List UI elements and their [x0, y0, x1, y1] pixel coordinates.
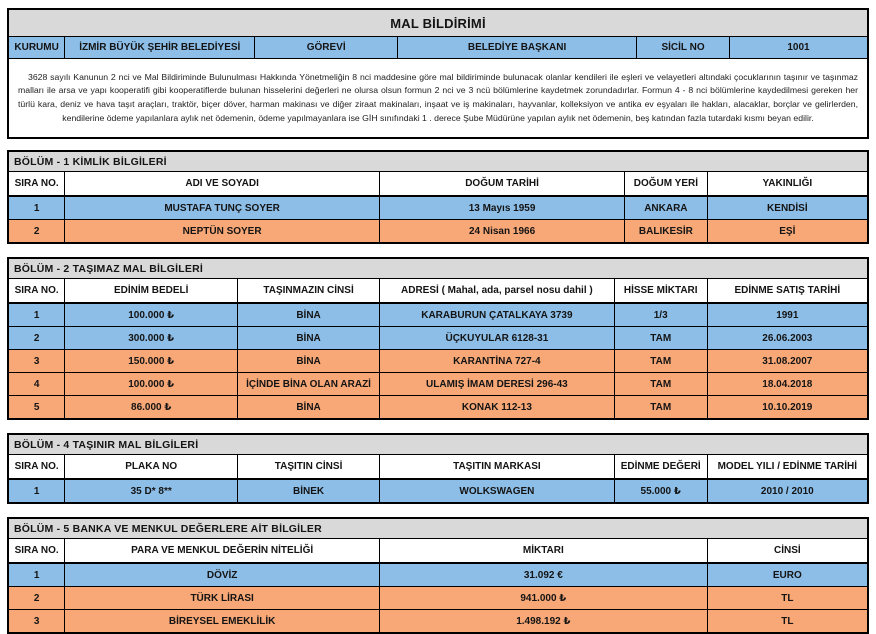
table-cell: 31.092 €	[380, 563, 708, 587]
table-cell: BİREYSEL EMEKLİLİK	[65, 610, 380, 634]
table-cell: 1	[8, 196, 65, 220]
column-header: YAKINLIĞI	[707, 172, 868, 197]
table-cell: 10.10.2019	[707, 396, 868, 420]
table-cell: DÖVİZ	[65, 563, 380, 587]
table-cell: WOLKSWAGEN	[380, 479, 615, 503]
table-cell: ÜÇKUYULAR 6128-31	[380, 327, 615, 350]
table-cell: BİNA	[238, 350, 380, 373]
table-cell: 2	[8, 220, 65, 244]
column-header: TAŞITIN MARKASI	[380, 455, 615, 480]
table-cell: ANKARA	[625, 196, 708, 220]
section-title: BÖLÜM - 1 KİMLİK BİLGİLERİ	[8, 151, 868, 172]
table-row	[8, 350, 868, 373]
table-cell: EŞİ	[707, 220, 868, 244]
table-cell: 2	[8, 327, 65, 350]
column-header: EDİNME SATIŞ TARİHİ	[707, 279, 868, 304]
section-table-tasinir-mal	[7, 433, 869, 504]
column-header: ADRESİ ( Mahal, ada, parsel nosu dahil )	[380, 279, 615, 304]
section-table-tasimaz-mal	[7, 257, 869, 420]
table-cell: 31.08.2007	[707, 350, 868, 373]
column-header: SIRA NO.	[8, 539, 65, 564]
sicil-no-value: 1001	[730, 37, 869, 59]
column-header: MODEL YILI / EDİNME TARİHİ	[707, 455, 868, 480]
table-cell: KARABURUN ÇATALKAYA 3739	[380, 303, 615, 327]
table-cell: 300.000 ₺	[65, 327, 238, 350]
table-cell: TAM	[614, 373, 707, 396]
kurumu-label: KURUMU	[8, 37, 65, 59]
table-cell: MUSTAFA TUNÇ SOYER	[65, 196, 380, 220]
table-row	[8, 610, 868, 634]
table-row	[8, 373, 868, 396]
column-header: SIRA NO.	[8, 455, 65, 480]
table-cell: 5	[8, 396, 65, 420]
table-cell: 24 Nisan 1966	[380, 220, 625, 244]
document-title: MAL BİLDİRİMİ	[8, 9, 868, 37]
section-table-kimlik-bilgileri	[7, 150, 869, 244]
table-cell: KARANTİNA 727-4	[380, 350, 615, 373]
gorevi-label: GÖREVİ	[255, 37, 398, 59]
column-header: MİKTARI	[380, 539, 708, 564]
section-title: BÖLÜM - 2 TAŞIMAZ MAL BİLGİLERİ	[8, 258, 868, 279]
table-cell: NEPTÜN SOYER	[65, 220, 380, 244]
table-cell: 1.498.192 ₺	[380, 610, 708, 634]
column-header: CİNSİ	[707, 539, 868, 564]
table-cell: İÇİNDE BİNA OLAN ARAZİ	[238, 373, 380, 396]
column-header: SIRA NO.	[8, 172, 65, 197]
table-cell: TL	[707, 610, 868, 634]
institution-info-row	[8, 37, 868, 59]
table-cell: EURO	[707, 563, 868, 587]
legal-text-row	[8, 59, 868, 139]
table-cell: 4	[8, 373, 65, 396]
table-cell: TAM	[614, 350, 707, 373]
table-cell: ULAMIŞ İMAM DERESİ 296-43	[380, 373, 615, 396]
table-cell: BİNA	[238, 396, 380, 420]
column-header: EDİNİM BEDELİ	[65, 279, 238, 304]
table-cell: 941.000 ₺	[380, 587, 708, 610]
column-header: ADI VE SOYADI	[65, 172, 380, 197]
table-row	[8, 327, 868, 350]
section-title-row	[8, 434, 868, 455]
section-title: BÖLÜM - 4 TAŞINIR MAL BİLGİLERİ	[8, 434, 868, 455]
header-row	[8, 455, 868, 480]
table-cell: 1	[8, 303, 65, 327]
column-header: PLAKA NO	[65, 455, 238, 480]
column-header: DOĞUM TARİHİ	[380, 172, 625, 197]
column-header: TAŞINMAZIN CİNSİ	[238, 279, 380, 304]
table-cell: KONAK 112-13	[380, 396, 615, 420]
table-cell: 3	[8, 350, 65, 373]
table-row	[8, 396, 868, 420]
document-title-row	[8, 9, 868, 37]
table-cell: 3	[8, 610, 65, 634]
table-cell: 1	[8, 563, 65, 587]
header-row	[8, 279, 868, 304]
table-cell: BİNA	[238, 327, 380, 350]
table-cell: 13 Mayıs 1959	[380, 196, 625, 220]
column-header: PARA VE MENKUL DEĞERİN NİTELİĞİ	[65, 539, 380, 564]
table-cell: 1	[8, 479, 65, 503]
column-header: HİSSE MİKTARI	[614, 279, 707, 304]
section-title-row	[8, 258, 868, 279]
table-cell: 55.000 ₺	[614, 479, 707, 503]
header-row	[8, 539, 868, 564]
table-cell: BİNA	[238, 303, 380, 327]
column-header: EDİNME DEĞERİ	[614, 455, 707, 480]
table-cell: 18.04.2018	[707, 373, 868, 396]
column-header: DOĞUM YERİ	[625, 172, 708, 197]
sicil-no-label: SİCİL NO	[637, 37, 730, 59]
table-cell: 2010 / 2010	[707, 479, 868, 503]
table-cell: TAM	[614, 396, 707, 420]
table-cell: 150.000 ₺	[65, 350, 238, 373]
table-cell: 1/3	[614, 303, 707, 327]
kurumu-value: İZMİR BÜYÜK ŞEHİR BELEDİYESİ	[65, 37, 255, 59]
section-title-row	[8, 151, 868, 172]
table-cell: 2	[8, 587, 65, 610]
header-row	[8, 172, 868, 197]
table-row	[8, 563, 868, 587]
table-cell: KENDİSİ	[707, 196, 868, 220]
table-row	[8, 220, 868, 244]
table-cell: 100.000 ₺	[65, 373, 238, 396]
table-cell: 100.000 ₺	[65, 303, 238, 327]
table-cell: 35 D* 8**	[65, 479, 238, 503]
table-cell: BİNEK	[238, 479, 380, 503]
table-cell: TL	[707, 587, 868, 610]
table-cell: 1991	[707, 303, 868, 327]
gorevi-value: BELEDİYE BAŞKANI	[398, 37, 637, 59]
table-row	[8, 479, 868, 503]
legal-text: 3628 sayılı Kanunun 2 nci ve Mal Bildiriminde Bulunulması Hakkında Yönetmeliğin 8 nci maddesine göre mal bildiriminde bulunacak olanlar kendileri ile eşleri ve velayetleri altındaki çocuklarının taşınır ve taşınmaz malları ile arsa ve yapı kooperatifi gibi kooperatiflerde bulunan hisselerini değerleri ne olursa olsun formun 2 nci ve 3 ncü bölümlerine kaydetmek zorundadırlar. Formun 4 - 8 nci bölümlerine kaydedilmesi gereken her türlü kara, deniz ve hava taşıt araçları, traktör, biçer döver, harman makinası ve diğer ziraat makinaları, inşaat ve iş makinaları, hayvanlar, kolleksiyon ve antika ev eşyaları ile hakları, alacaklar, borçlar ve gelirlerden, kendilerine ödeme yapılanlara aylık net ödemenin, ödeme yapılmayanlara ise GİH sınıfındaki 1 . derece Şube Müdürüne yapılan aylık net ödemenin, beş katından fazla tutardaki kısmı beyan edilir.	[18, 71, 858, 123]
table-cell: TAM	[614, 327, 707, 350]
section-title-row	[8, 518, 868, 539]
table-cell: BALIKESİR	[625, 220, 708, 244]
table-cell: 86.000 ₺	[65, 396, 238, 420]
table-cell: TÜRK LİRASI	[65, 587, 380, 610]
table-row	[8, 303, 868, 327]
section-table-banka-menkul	[7, 517, 869, 634]
column-header: SIRA NO.	[8, 279, 65, 304]
table-cell: 26.06.2003	[707, 327, 868, 350]
column-header: TAŞITIN CİNSİ	[238, 455, 380, 480]
section-title: BÖLÜM - 5 BANKA VE MENKUL DEĞERLERE AİT BİLGİLER	[8, 518, 868, 539]
document-header-table	[7, 8, 869, 139]
table-row	[8, 196, 868, 220]
